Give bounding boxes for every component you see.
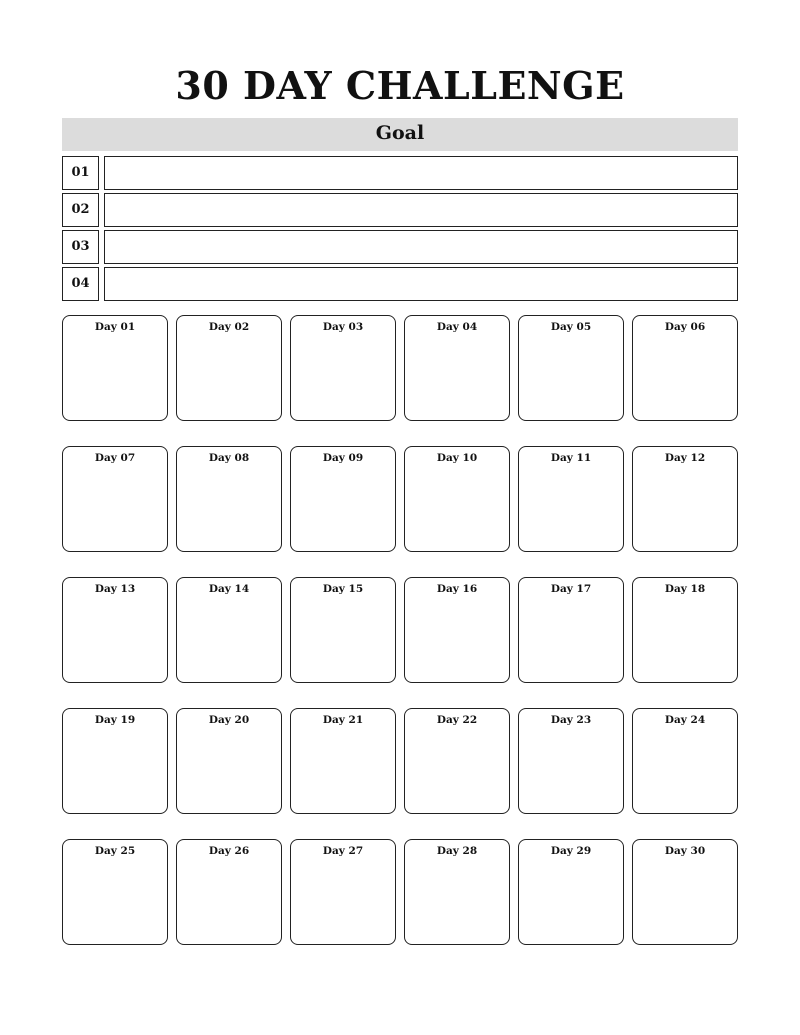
day-label: Day 17 (550, 583, 592, 595)
day-box[interactable] (404, 708, 510, 814)
day-label: Day 26 (208, 845, 250, 857)
day-box[interactable] (176, 708, 282, 814)
day-box[interactable] (404, 577, 510, 683)
day-box[interactable] (404, 315, 510, 421)
page-title: 30 DAY CHALLENGE (175, 63, 625, 108)
day-box[interactable] (518, 315, 624, 421)
goal-list (62, 156, 738, 304)
day-label: Day 04 (436, 321, 478, 333)
day-label: Day 24 (664, 714, 706, 726)
day-box[interactable] (518, 577, 624, 683)
day-box[interactable] (632, 839, 738, 945)
day-label: Day 03 (322, 321, 364, 333)
day-label: Day 15 (322, 583, 364, 595)
day-box[interactable] (404, 839, 510, 945)
day-box[interactable] (632, 577, 738, 683)
goal-field[interactable] (104, 156, 738, 190)
day-label: Day 14 (208, 583, 250, 595)
goal-number: 04 (62, 267, 99, 301)
goal-row (62, 267, 738, 301)
day-grid (62, 315, 738, 947)
day-box[interactable] (290, 446, 396, 552)
day-label: Day 09 (322, 452, 364, 464)
day-label: Day 07 (94, 452, 136, 464)
day-label: Day 11 (550, 452, 592, 464)
goal-field[interactable] (104, 267, 738, 301)
day-box[interactable] (62, 446, 168, 552)
day-label: Day 18 (664, 583, 706, 595)
day-label: Day 28 (436, 845, 478, 857)
goal-row (62, 156, 738, 190)
day-label: Day 01 (94, 321, 136, 333)
day-label: Day 20 (208, 714, 250, 726)
day-label: Day 13 (94, 583, 136, 595)
day-label: Day 08 (208, 452, 250, 464)
day-label: Day 23 (550, 714, 592, 726)
goal-header: Goal (62, 118, 738, 151)
day-box[interactable] (176, 839, 282, 945)
day-box[interactable] (290, 315, 396, 421)
day-label: Day 10 (436, 452, 478, 464)
day-label: Day 19 (94, 714, 136, 726)
day-label: Day 25 (94, 845, 136, 857)
day-box[interactable] (62, 839, 168, 945)
day-label: Day 21 (322, 714, 364, 726)
day-box[interactable] (290, 577, 396, 683)
day-label: Day 12 (664, 452, 706, 464)
day-label: Day 29 (550, 845, 592, 857)
goal-number: 01 (62, 156, 99, 190)
goal-number: 02 (62, 193, 99, 227)
day-box[interactable] (632, 708, 738, 814)
day-box[interactable] (62, 708, 168, 814)
goal-field[interactable] (104, 193, 738, 227)
day-box[interactable] (290, 839, 396, 945)
day-label: Day 05 (550, 321, 592, 333)
day-label: Day 27 (322, 845, 364, 857)
goal-field[interactable] (104, 230, 738, 264)
day-box[interactable] (518, 839, 624, 945)
goal-row (62, 193, 738, 227)
goal-row (62, 230, 738, 264)
day-box[interactable] (62, 315, 168, 421)
day-label: Day 30 (664, 845, 706, 857)
day-label: Day 02 (208, 321, 250, 333)
day-box[interactable] (404, 446, 510, 552)
day-box[interactable] (176, 315, 282, 421)
day-box[interactable] (632, 446, 738, 552)
day-box[interactable] (62, 577, 168, 683)
day-box[interactable] (176, 446, 282, 552)
goal-number: 03 (62, 230, 99, 264)
day-label: Day 16 (436, 583, 478, 595)
day-label: Day 22 (436, 714, 478, 726)
day-box[interactable] (632, 315, 738, 421)
day-box[interactable] (518, 446, 624, 552)
day-box[interactable] (518, 708, 624, 814)
day-box[interactable] (176, 577, 282, 683)
day-label: Day 06 (664, 321, 706, 333)
day-box[interactable] (290, 708, 396, 814)
